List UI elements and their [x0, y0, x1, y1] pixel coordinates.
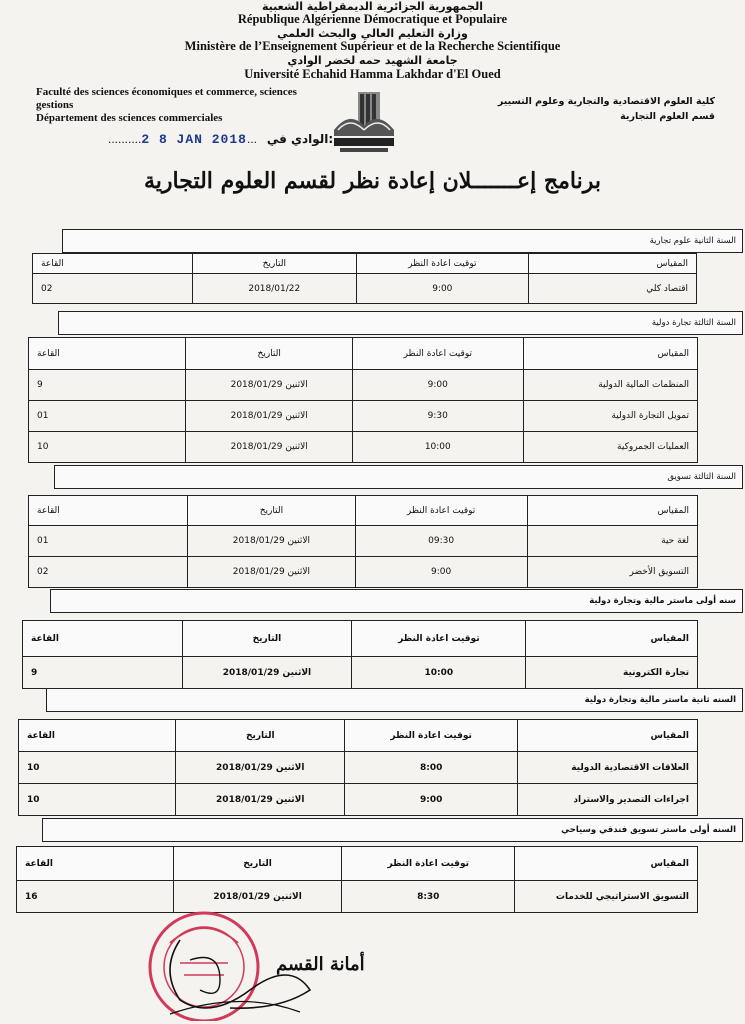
header-module: المقياس	[515, 847, 698, 881]
cell-module: العلاقات الاقتصادية الدولية	[518, 752, 698, 784]
header-date: التاريخ	[188, 496, 356, 526]
header-date: التاريخ	[192, 254, 356, 274]
cell-room: 02	[33, 274, 193, 304]
header-room: القاعة	[17, 847, 174, 881]
cell-module: التسويق الأخضر	[527, 557, 697, 588]
cell-date: الاثنين 2018/01/29	[188, 557, 356, 588]
cell-date: الاثنين 2018/01/29	[182, 657, 352, 689]
cell-date: الاثنين 2018/01/29	[186, 370, 353, 401]
header-room: القاعة	[23, 621, 183, 657]
faculty-fr-line1: Faculté des sciences économiques et commerce, sciences	[36, 86, 297, 98]
section-title: السنة الثالثة تسويق	[54, 465, 743, 489]
header-time: توقيت اعادة النظر	[352, 621, 526, 657]
table-row	[29, 557, 698, 588]
cell-date: الاثنين 2018/01/29	[186, 432, 353, 463]
header-date: التاريخ	[182, 621, 352, 657]
cell-room: 9	[29, 370, 186, 401]
header-ministry-ar: وزارة التعليم العالي والبحث العلمي	[277, 27, 468, 40]
section-title: السنة الثالثة تجارة دولية	[58, 311, 743, 335]
cell-time: 10:00	[352, 657, 526, 689]
header-date: التاريخ	[186, 338, 353, 370]
table-row	[29, 526, 698, 557]
header-date: التاريخ	[176, 720, 345, 752]
header-time: توقيت اعادة النظر	[356, 254, 528, 274]
cell-time: 9:00	[355, 557, 527, 588]
cell-room: 10	[29, 432, 186, 463]
cell-module: التسويق الاستراتيجي للخدمات	[515, 881, 698, 913]
header-ministry-fr: Ministère de l’Enseignement Supérieur et de la Recherche Scientifique	[184, 39, 561, 53]
date-stamp: 2 8 JAN 2018	[141, 132, 247, 147]
table-header-row	[29, 338, 698, 370]
cell-date: الاثنين 2018/01/29	[188, 526, 356, 557]
table-row	[29, 370, 698, 401]
cell-date: الاثنين 2018/01/29	[173, 881, 342, 913]
header-room: القاعة	[29, 496, 188, 526]
date-line	[108, 132, 333, 147]
section-title: السنه ثانية ماستر مالية وتجارة دولية	[46, 688, 743, 712]
table-header-row	[33, 254, 697, 274]
cell-date: الاثنين 2018/01/29	[186, 401, 353, 432]
cell-time: 9:00	[356, 274, 528, 304]
table-header-row	[23, 621, 698, 657]
cell-time: 8:00	[345, 752, 518, 784]
date-label: الوادي في:	[266, 132, 334, 146]
faculty-ar-line1: كلية العلوم الاقتصادية والتجارية وعلوم التسيير	[497, 96, 715, 107]
university-logo-icon	[330, 86, 398, 158]
schedule-table	[16, 846, 698, 913]
section-title: السنة الثانية علوم تجارية	[62, 229, 743, 253]
signature-label: أمانة القسم	[276, 954, 365, 975]
schedule-table	[18, 719, 698, 816]
table-row	[17, 881, 698, 913]
table-row	[29, 432, 698, 463]
header-module: المقياس	[527, 496, 697, 526]
cell-room: 10	[19, 752, 176, 784]
header-time: توقيت اعادة النظر	[355, 496, 527, 526]
table-row	[29, 401, 698, 432]
table-row	[19, 752, 698, 784]
schedule-table	[32, 253, 697, 304]
cell-room: 10	[19, 784, 176, 816]
header-room: القاعة	[33, 254, 193, 274]
cell-room: 01	[29, 526, 188, 557]
header-module: المقياس	[528, 254, 696, 274]
table-header-row	[29, 496, 698, 526]
cell-time: 8:30	[342, 881, 515, 913]
header-room: القاعة	[29, 338, 186, 370]
table-row	[19, 784, 698, 816]
faculty-fr	[36, 86, 326, 125]
table-header-row	[19, 720, 698, 752]
schedule-table	[28, 495, 698, 588]
header-university-fr: Université Echahid Hamma Lakhdar d'El Oued	[244, 67, 501, 81]
cell-time: 10:00	[352, 432, 523, 463]
cell-date: الاثنين 2018/01/29	[176, 784, 345, 816]
cell-module: لغة حية	[527, 526, 697, 557]
signature-icon	[150, 930, 320, 1024]
header-module: المقياس	[523, 338, 697, 370]
header-room: القاعة	[19, 720, 176, 752]
header-module: المقياس	[526, 621, 698, 657]
cell-room: 9	[23, 657, 183, 689]
cell-module: اجراءات التصدير والاستراد	[518, 784, 698, 816]
cell-time: 9:00	[352, 370, 523, 401]
header-university-ar: جامعة الشهيد حمه لخضر الوادي	[287, 54, 458, 67]
cell-module: اقتصاد كلي	[528, 274, 696, 304]
cell-module: تمويل التجارة الدولية	[523, 401, 697, 432]
cell-time: 9:00	[345, 784, 518, 816]
header-module: المقياس	[518, 720, 698, 752]
header-time: توقيت اعادة النظر	[345, 720, 518, 752]
faculty-fr-line2: gestions	[36, 99, 74, 111]
cell-date: الاثنين 2018/01/29	[176, 752, 345, 784]
cell-room: 01	[29, 401, 186, 432]
cell-module: العمليات الجمروكية	[523, 432, 697, 463]
table-row	[33, 274, 697, 304]
schedule-table	[22, 620, 698, 689]
date-dots-after: ...	[246, 132, 257, 146]
section-title: سنه أولى ماستر مالية وتجارة دولية	[50, 589, 743, 613]
faculty-fr-line3: Département des sciences commerciales	[36, 112, 223, 124]
section-title: السنه أولى ماستر تسويق فندقي وسياحي	[42, 818, 743, 842]
cell-module: تجارة الكترونية	[526, 657, 698, 689]
header-time: توقيت اعادة النظر	[342, 847, 515, 881]
cell-module: المنظمات المالية الدولية	[523, 370, 697, 401]
faculty-ar-line2: قسم العلوم التجارية	[620, 111, 715, 122]
header-date: التاريخ	[173, 847, 342, 881]
header-republic-fr: République Algérienne Démocratique et Populaire	[237, 12, 508, 26]
table-row	[23, 657, 698, 689]
header-republic-ar: الجمهورية الجزائرية الديمقراطية الشعبية	[262, 0, 483, 13]
cell-date: 2018/01/22	[192, 274, 356, 304]
cell-time: 9:30	[352, 401, 523, 432]
cell-time: 09:30	[355, 526, 527, 557]
table-header-row	[17, 847, 698, 881]
cell-room: 02	[29, 557, 188, 588]
faculty-ar	[465, 94, 715, 124]
date-dots: ..........	[108, 132, 142, 146]
schedule-table	[28, 337, 698, 463]
header-time: توقيت اعادة النظر	[352, 338, 523, 370]
page-title: برنامج إعـــــــلان إعادة نظر لقسم العلوم التجارية	[144, 168, 601, 194]
cell-room: 16	[17, 881, 174, 913]
